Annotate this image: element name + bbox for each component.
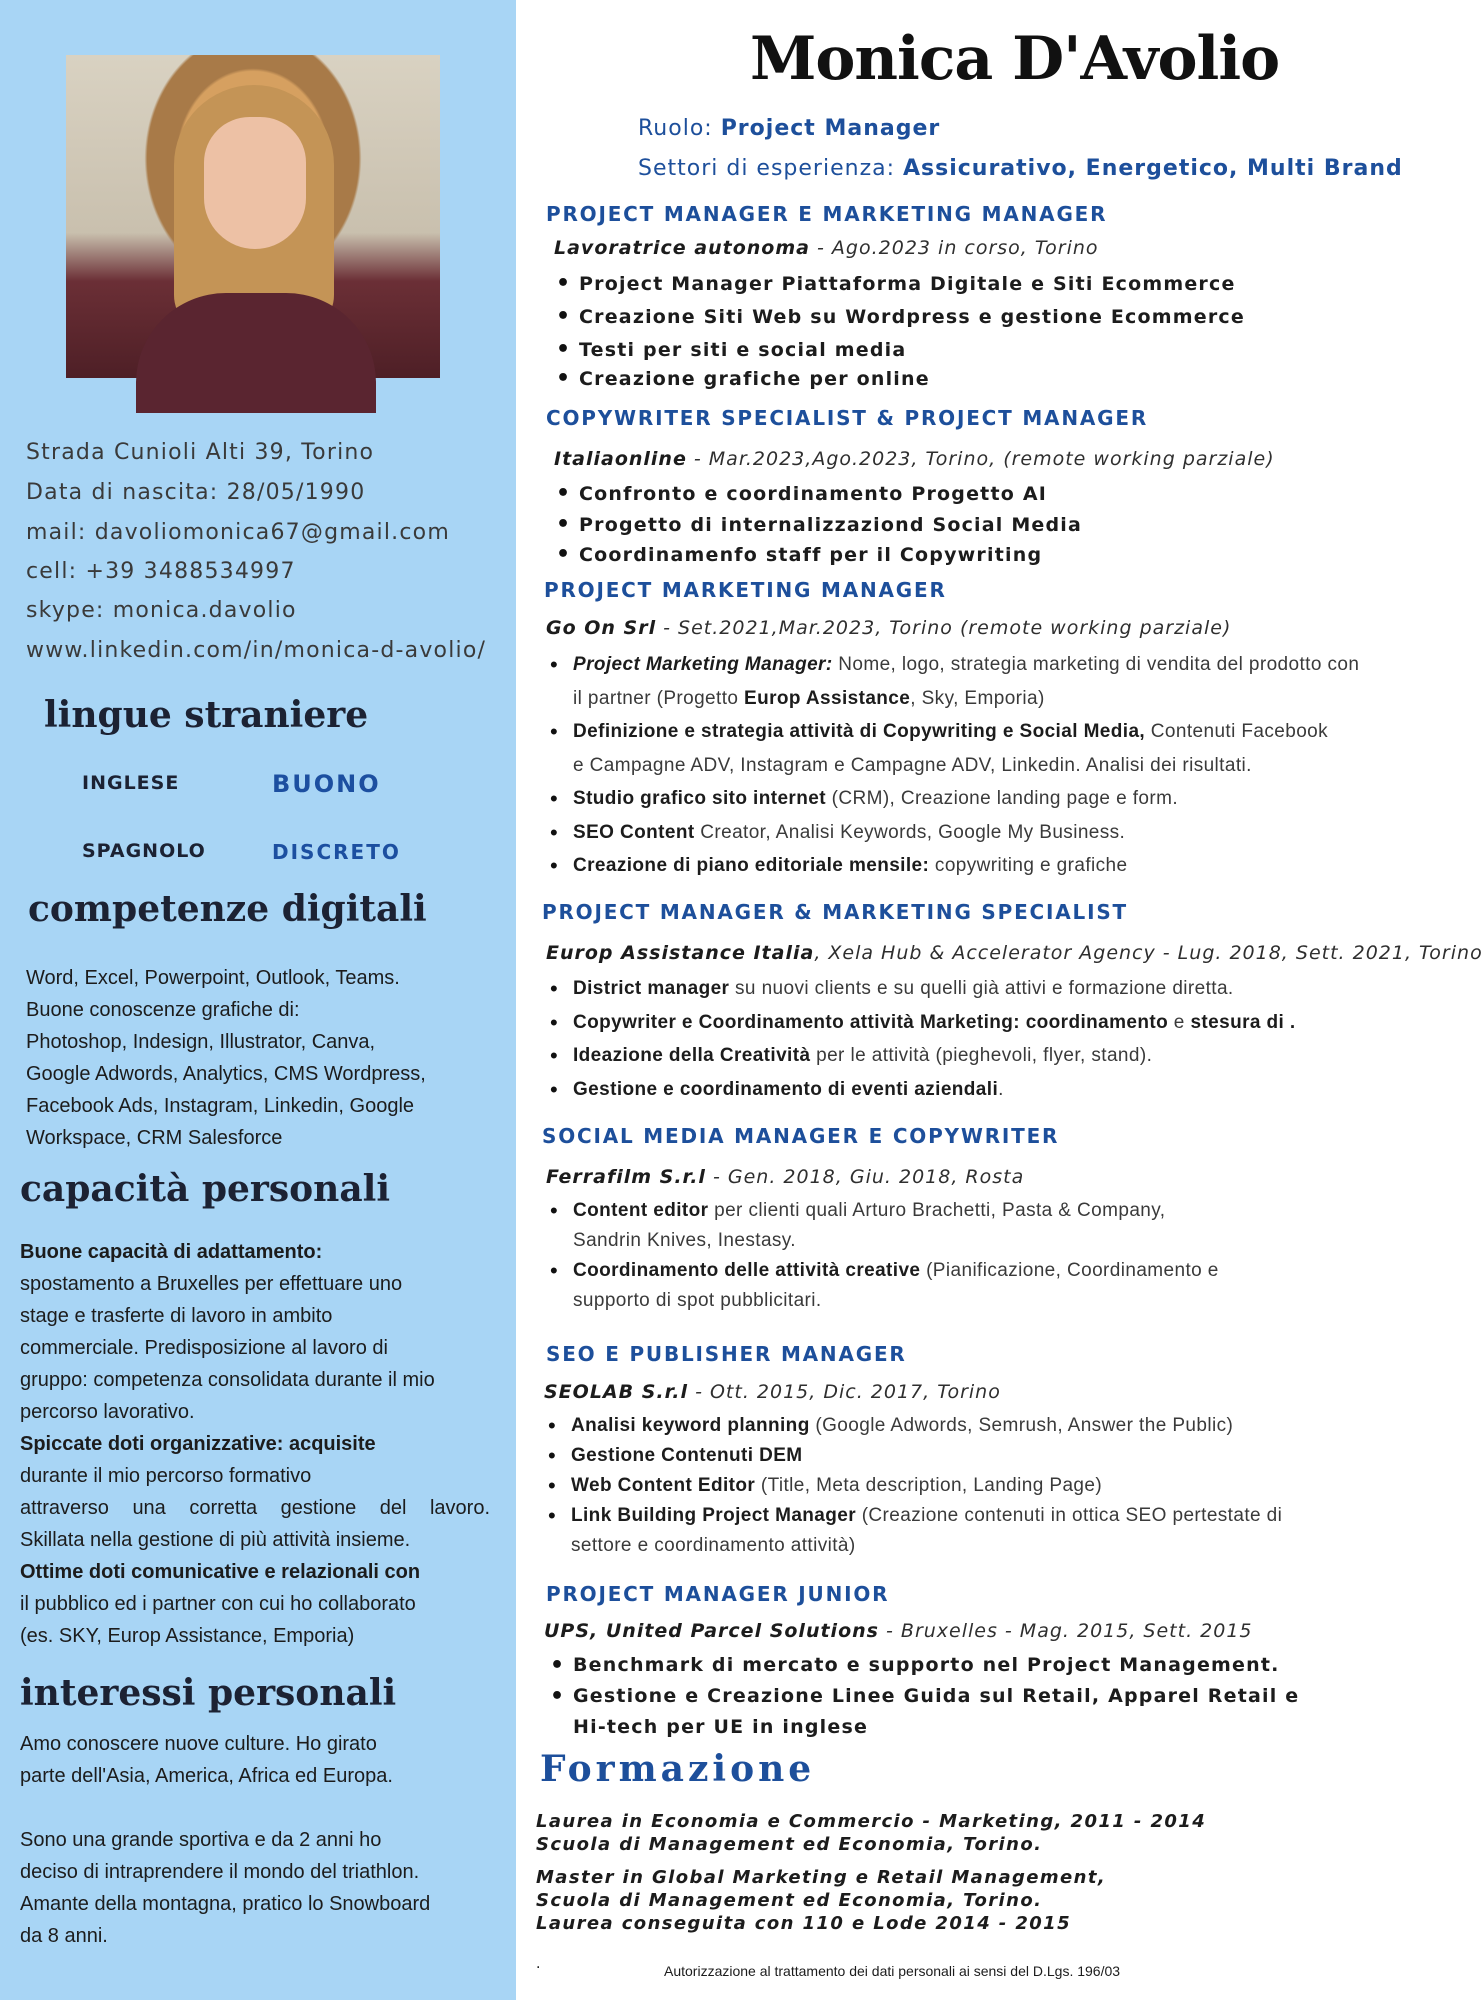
bullet-strong: Project Marketing Manager: bbox=[573, 654, 833, 675]
job-period: - Ago.2023 in corso, Torino bbox=[809, 237, 1099, 259]
bullet-item: • Gestione e Creazione Linee Guida sul Retail, Apparel Retail e Hi-tech per UE in inglese bbox=[546, 1681, 1336, 1743]
bullet-text: il partner (Progetto bbox=[573, 687, 745, 709]
bullet-text: (Title, Meta description, Landing Page) bbox=[755, 1475, 1103, 1496]
job-bullets bbox=[552, 268, 1412, 395]
role-label: Ruolo: bbox=[638, 116, 721, 141]
bullet-item bbox=[546, 1256, 1406, 1316]
skills-line: stage e trasferte di lavoro in ambito bbox=[20, 1305, 333, 1327]
bullet-item bbox=[546, 1006, 1406, 1040]
bullet-text: e bbox=[1168, 1011, 1191, 1033]
bullet-strong: Gestione e coordinamento di eventi aziendali bbox=[573, 1078, 999, 1100]
profile-photo bbox=[66, 55, 440, 378]
skills-line: Skillata nella gestione di più attività insieme. bbox=[20, 1529, 411, 1551]
role-value: Project Manager bbox=[720, 116, 941, 141]
job-period: - Ott. 2015, Dic. 2017, Torino bbox=[688, 1381, 1001, 1403]
job-bullets bbox=[546, 1650, 1336, 1743]
contact-phone[interactable]: cell: +39 3488534997 bbox=[26, 559, 296, 584]
digital-line: Word, Excel, Powerpoint, Outlook, Teams. bbox=[26, 967, 400, 989]
job-bullets bbox=[546, 648, 1406, 883]
bullet-text: (Google Adwords, Semrush, Answer the Public) bbox=[809, 1415, 1234, 1436]
bullet-item bbox=[546, 715, 1406, 782]
bullet-strong: Link Building Project Manager bbox=[571, 1505, 857, 1526]
skills-line: Spiccate doti organizzative: acquisite bbox=[20, 1433, 376, 1455]
bullet-text: Sandrin Knives, Inestasy. bbox=[573, 1230, 796, 1251]
bullet-strong: Web Content Editor bbox=[571, 1475, 756, 1496]
bullet-item: • Progetto di internalizzaziond Social Media bbox=[552, 509, 1412, 541]
job-subtitle bbox=[546, 1166, 1024, 1188]
bullet-item bbox=[546, 816, 1406, 850]
job-title: SEO E PUBLISHER MANAGER bbox=[546, 1342, 907, 1366]
job-period: , Xela Hub & Accelerator Agency - Lug. 2018, Sett. 2021, Torino bbox=[814, 942, 1483, 964]
candidate-name: Monica D'Avolio bbox=[750, 24, 1280, 94]
company-name: SEOLAB S.r.l bbox=[544, 1381, 689, 1403]
bullet-text: per le attività (pieghevoli, flyer, stand). bbox=[810, 1045, 1153, 1066]
bullet-strong: Ideazione della Creatività bbox=[573, 1045, 811, 1066]
bullet-strong: Creazione di piano editoriale mensile: bbox=[573, 855, 930, 876]
sectors-line bbox=[638, 156, 1403, 181]
sectors-label: Settori di esperienza: bbox=[638, 156, 903, 181]
bullet-item bbox=[546, 1073, 1406, 1107]
skills-line: durante il mio percorso formativo bbox=[20, 1465, 312, 1487]
digital-line: Facebook Ads, Instagram, Linkedin, Google bbox=[26, 1095, 415, 1117]
skills-line: il pubblico ed i partner con cui ho collaborato bbox=[20, 1593, 416, 1615]
sectors-value: Assicurativo, Energetico, Multi Brand bbox=[903, 156, 1403, 181]
job-bullets bbox=[552, 478, 1412, 571]
bullet-item: • Creazione Siti Web su Wordpress e gestione Ecommerce bbox=[552, 301, 1412, 333]
personal-skills-text bbox=[20, 1236, 500, 1652]
sidebar bbox=[0, 0, 516, 2000]
interests-line: Sono una grande sportiva e da 2 anni ho bbox=[20, 1829, 382, 1851]
bullet-item bbox=[546, 972, 1406, 1006]
bullet-text: (Creazione contenuti in ottica SEO pertestate di bbox=[856, 1505, 1283, 1526]
job-subtitle bbox=[546, 942, 1483, 964]
job-bullets bbox=[546, 1196, 1406, 1316]
role-line bbox=[638, 116, 940, 141]
education-heading: Formazione bbox=[540, 1748, 816, 1790]
skills-line: (es. SKY, Europ Assistance, Emporia) bbox=[20, 1625, 355, 1647]
interests-text bbox=[20, 1728, 500, 1952]
bullet-text: Creator, Analisi Keywords, Google My Business. bbox=[694, 821, 1126, 843]
skills-line: gruppo: competenza consolidata durante il mio bbox=[20, 1369, 435, 1391]
interests-line: deciso di intraprendere il mondo del triathlon. bbox=[20, 1861, 420, 1883]
language-name: INGLESE bbox=[82, 772, 180, 794]
bullet-strong: Content editor bbox=[573, 1200, 709, 1221]
bullet-strong: Copywriter e Coordinamento attività Marketing: coordinamento bbox=[573, 1011, 1169, 1033]
job-period: - Mar.2023,Ago.2023, Torino, (remote working parziale) bbox=[686, 448, 1275, 470]
digital-line: Google Adwords, Analytics, CMS Wordpress, bbox=[26, 1063, 426, 1085]
job-subtitle bbox=[546, 617, 1231, 639]
job-subtitle bbox=[554, 448, 1275, 470]
bullet-item bbox=[546, 648, 1406, 715]
job-period: - Gen. 2018, Giu. 2018, Rosta bbox=[705, 1166, 1025, 1188]
contact-address: Strada Cunioli Alti 39, Torino bbox=[26, 440, 375, 465]
job-period: - Set.2021,Mar.2023, Torino (remote working parziale) bbox=[656, 617, 1232, 639]
bullet-strong: District manager bbox=[573, 978, 730, 999]
company-name: Europ Assistance Italia bbox=[546, 942, 815, 964]
bullet-text: . bbox=[998, 1078, 1004, 1100]
job-period: - Bruxelles - Mag. 2015, Sett. 2015 bbox=[878, 1620, 1253, 1642]
job-bullets bbox=[544, 1411, 1404, 1561]
interests-line bbox=[20, 1792, 500, 1824]
skills-line: Buone capacità di adattamento: bbox=[20, 1241, 323, 1263]
company-name: Lavoratrice autonoma bbox=[554, 237, 810, 259]
skills-line: attraverso una corretta gestione del lavoro. bbox=[20, 1497, 490, 1519]
job-subtitle bbox=[544, 1381, 1001, 1403]
contact-birthdate: Data di nascita: 28/05/1990 bbox=[26, 480, 366, 505]
bullet-item bbox=[546, 1196, 1406, 1256]
bullet-text: copywriting e grafiche bbox=[929, 855, 1128, 876]
skills-line: commerciale. Predisposizione al lavoro di bbox=[20, 1337, 388, 1359]
contact-linkedin[interactable]: www.linkedin.com/in/monica-d-avolio/ bbox=[26, 638, 487, 663]
job-title: SOCIAL MEDIA MANAGER E COPYWRITER bbox=[542, 1124, 1060, 1148]
job-title: PROJECT MANAGER JUNIOR bbox=[546, 1582, 890, 1606]
digital-line: Photoshop, Indesign, Illustrator, Canva, bbox=[26, 1031, 376, 1053]
bullet-strong: Studio grafico sito internet bbox=[573, 788, 826, 809]
education-item bbox=[536, 1866, 1106, 1935]
bullet-item: • Project Manager Piattaforma Digitale e Siti Ecommerce bbox=[552, 268, 1412, 300]
interests-line: Amo conoscere nuove culture. Ho girato bbox=[20, 1733, 377, 1755]
skills-line: spostamento a Bruxelles per effettuare uno bbox=[20, 1273, 403, 1295]
bullet-text: su nuovi clients e su quelli già attivi e formazione diretta. bbox=[729, 978, 1234, 999]
skills-line: percorso lavorativo. bbox=[20, 1401, 195, 1423]
bullet-strong: Definizione e strategia attività di Copywriting e Social Media, bbox=[573, 721, 1146, 742]
bullet-strong: SEO Content bbox=[573, 821, 695, 843]
language-level: DISCRETO bbox=[272, 840, 401, 864]
education-item bbox=[536, 1810, 1206, 1856]
education-line: Master in Global Marketing e Retail Management, bbox=[536, 1867, 1107, 1888]
digital-skills-heading: competenze digitali bbox=[28, 888, 427, 930]
education-line: Laurea conseguita con 110 e Lode 2014 - 2015 bbox=[536, 1913, 1072, 1934]
bullet-item: • Testi per siti e social media bbox=[552, 334, 1412, 366]
interests-line: parte dell'Asia, America, Africa ed Europa. bbox=[20, 1765, 393, 1787]
bullet-item bbox=[544, 1411, 1404, 1441]
bullet-item bbox=[544, 1471, 1404, 1501]
skills-line: Ottime doti comunicative e relazionali con bbox=[20, 1561, 421, 1583]
interests-heading: interessi personali bbox=[20, 1672, 397, 1714]
job-subtitle bbox=[544, 1620, 1253, 1642]
bullet-item bbox=[546, 782, 1406, 816]
photo-body bbox=[136, 293, 376, 413]
job-bullets bbox=[546, 972, 1406, 1106]
bullet-text: settore e coordinamento attività) bbox=[571, 1535, 856, 1556]
language-level: BUONO bbox=[272, 770, 381, 798]
bullet-text: (Pianificazione, Coordinamento e bbox=[920, 1260, 1219, 1281]
personal-skills-heading: capacità personali bbox=[20, 1168, 391, 1210]
bullet-item bbox=[544, 1501, 1404, 1561]
bullet-item: • Creazione grafiche per online bbox=[552, 363, 1412, 395]
bullet-strong: stesura di . bbox=[1190, 1011, 1296, 1033]
bullet-text: Contenuti Facebook bbox=[1145, 721, 1329, 742]
job-title: PROJECT MANAGER E MARKETING MANAGER bbox=[546, 202, 1108, 226]
language-name: SPAGNOLO bbox=[82, 840, 206, 862]
job-title: COPYWRITER SPECIALIST & PROJECT MANAGER bbox=[546, 406, 1149, 430]
bullet-item bbox=[544, 1441, 1404, 1471]
job-title: PROJECT MANAGER & MARKETING SPECIALIST bbox=[542, 900, 1128, 924]
digital-line: Buone conoscenze grafiche di: bbox=[26, 999, 300, 1021]
bullet-strong: Analisi keyword planning bbox=[571, 1415, 810, 1436]
bullet-text: per clienti quali Arturo Brachetti, Pasta & Company, bbox=[708, 1200, 1166, 1221]
company-name: Go On Srl bbox=[546, 617, 657, 639]
bullet-text: (CRM), Creazione landing page e form. bbox=[825, 788, 1179, 809]
bullet-item bbox=[546, 1039, 1406, 1073]
bullet-item: • Confronto e coordinamento Progetto AI bbox=[552, 478, 1412, 510]
contact-email[interactable]: mail: davoliomonica67@gmail.com bbox=[26, 520, 450, 545]
bullet-item: • Coordinamenfo staff per il Copywriting bbox=[552, 539, 1412, 571]
education-line: Laurea in Economia e Commercio - Marketing, 2011 - 2014 bbox=[536, 1811, 1207, 1832]
bullet-text: supporto di spot pubblicitari. bbox=[573, 1290, 822, 1311]
bullet-item: • Benchmark di mercato e supporto nel Project Management. bbox=[546, 1650, 1336, 1681]
languages-heading: lingue straniere bbox=[44, 694, 369, 736]
footer-dot: . bbox=[536, 1956, 541, 1972]
bullet-strong: Gestione Contenuti DEM bbox=[571, 1445, 803, 1466]
interests-line: Amante della montagna, pratico lo Snowboard bbox=[20, 1893, 431, 1915]
job-subtitle bbox=[554, 237, 1099, 259]
education-line: Scuola di Management ed Economia, Torino. bbox=[536, 1890, 1043, 1911]
digital-skills-text bbox=[26, 962, 426, 1154]
bullet-text: , Sky, Emporia) bbox=[910, 687, 1045, 709]
contact-skype[interactable]: skype: monica.davolio bbox=[26, 598, 297, 623]
company-name: UPS, United Parcel Solutions bbox=[544, 1620, 879, 1642]
privacy-footer: Autorizzazione al trattamento dei dati personali ai sensi del D.Lgs. 196/03 bbox=[664, 1963, 1121, 1979]
bullet-strong: Coordinamento delle attività creative bbox=[573, 1260, 921, 1281]
bullet-text: Nome, logo, strategia marketing di vendita del prodotto con bbox=[832, 654, 1360, 675]
job-title: PROJECT MARKETING MANAGER bbox=[544, 578, 947, 602]
digital-line: Workspace, CRM Salesforce bbox=[26, 1127, 283, 1149]
interests-line: da 8 anni. bbox=[20, 1925, 108, 1947]
education-line: Scuola di Management ed Economia, Torino. bbox=[536, 1834, 1043, 1855]
bullet-strong: Europ Assistance bbox=[744, 687, 911, 709]
company-name: Italiaonline bbox=[554, 448, 687, 470]
bullet-item bbox=[546, 849, 1406, 883]
photo-face bbox=[204, 117, 306, 249]
company-name: Ferrafilm S.r.l bbox=[546, 1166, 706, 1188]
bullet-text: e Campagne ADV, Instagram e Campagne ADV, Linkedin. Analisi dei risultati. bbox=[573, 754, 1252, 776]
